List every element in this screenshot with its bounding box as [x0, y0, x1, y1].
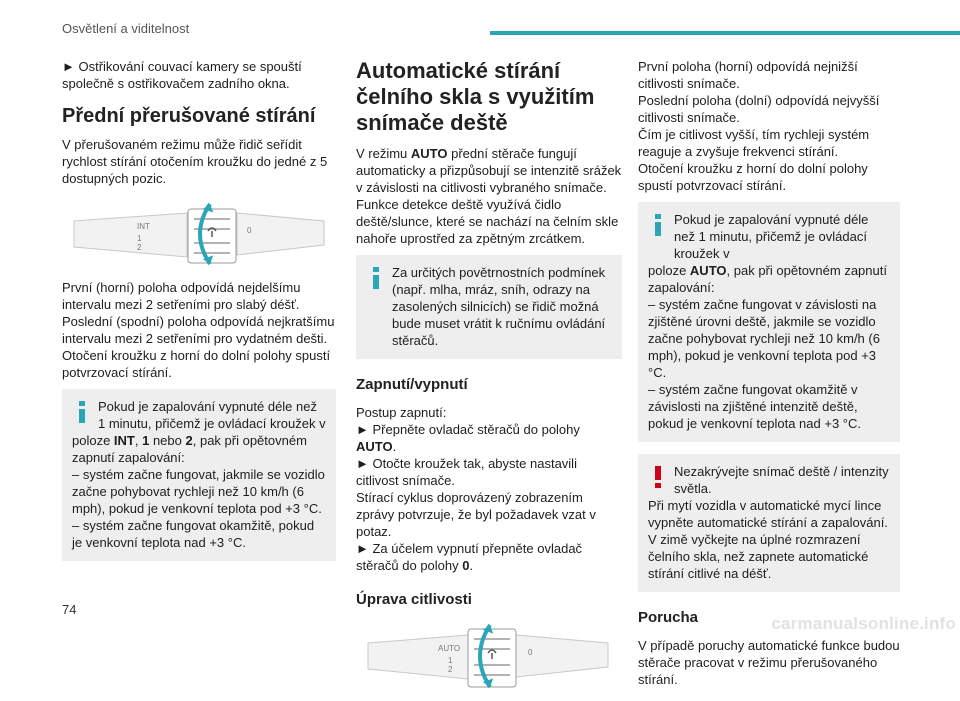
paragraph: V přerušovaném režimu může řidič seřídit rychlost stírání otočením kroužku do jedné z 5 dostupných pozic.: [62, 137, 328, 186]
wiper-stalk-figure: [356, 621, 622, 691]
paragraph: První (horní) poloha odpovídá nejdelšímu intervalu mezi 2 setřeními pro slabý déšť.: [62, 280, 301, 312]
warning-icon: [648, 466, 668, 488]
warning-text: Při mytí vozidla v automatické mycí lince vypněte automatické stírání a zapalování.: [648, 498, 888, 530]
info-box: [638, 202, 900, 442]
info-box: [62, 389, 336, 561]
info-icon: [648, 214, 668, 236]
paragraph: V případě poruchy automatické funkce budou stěrače pracovat v režimu přerušovaného stírání.: [638, 638, 900, 687]
info-box: [356, 255, 622, 359]
info-text: Pokud je zapalování vypnuté déle než 1 minutu, přičemž je ovládací kroužek v: [674, 212, 869, 261]
column-right: [638, 58, 900, 688]
paragraph: Poslední poloha (dolní) odpovídá nejvyšší citlivosti snímače.: [638, 93, 880, 125]
info-text: Pokud je zapalování vypnuté déle než 1 minutu, přičemž je ovládací kroužek v: [98, 399, 326, 431]
label-1: 1: [448, 656, 453, 665]
label-1: 1: [137, 234, 142, 243]
page-number: 74: [62, 602, 77, 617]
paragraph: Otočení kroužku z horní do dolní polohy spustí potvrzovací stírání.: [638, 161, 868, 193]
paragraph: Funkce detekce deště využívá čidlo deště/slunce, které se nachází na čelním skle nahoře uprostřed za zpětným zrcátkem.: [356, 197, 619, 246]
subheading: Úprava citlivosti: [356, 591, 472, 608]
section-heading: Automatické stírání čelního skla s využitím snímače deště: [356, 58, 595, 135]
info-text: – systém začne fungovat, jakmile se vozidlo začne pohybovat rychleji než 10 km/h (6 mph), pokud je venkovní teplota pod +3 °C.: [72, 467, 325, 516]
info-text: – systém začne fungovat v závislosti na zjištěné úrovni deště, jakmile se vozidlo začne pohybovat rychleji než 10 km/h (6 mph), pokud je venkovní teplota pod +3 °C.: [648, 297, 880, 380]
watermark: carmanualsonline.info: [771, 614, 956, 633]
column-middle: [356, 58, 622, 701]
info-text: – systém začne fungovat okamžitě v závislosti na zjištěné intenzitě deště, pokud je venkovní teplota nad +3 °C.: [648, 382, 861, 431]
info-icon: [366, 267, 386, 289]
paragraph: Stírací cyklus doprovázený zobrazením zprávy potvrzuje, že byl požadavek vzat v potaz.: [356, 490, 596, 539]
label-0: 0: [247, 226, 252, 235]
info-text: – systém začne fungovat okamžitě, pokud je venkovní teplota nad +3 °C.: [72, 518, 315, 550]
paragraph: Postup zapnutí:: [356, 405, 447, 420]
intro-paragraph: ► Ostřikování couvací kamery se spouští společně s ostřikovačem zadního okna.: [62, 59, 302, 91]
paragraph: Otočení kroužku z horní do dolní polohy spustí potvrzovací stírání.: [62, 348, 331, 380]
info-text: poloze INT, 1 nebo 2, pak při opětovném zapnutí zapalování:: [72, 433, 307, 465]
label-int: INT: [137, 222, 150, 231]
subheading: Zapnutí/vypnutí: [356, 376, 468, 393]
info-text: Za určitých povětrnostních podmínek (např. mlha, mráz, sníh, odrazy na zasolených silnicích) se řidič možná bude muset vrátit k ručnímu ovládání stěračů.: [392, 265, 606, 348]
label-2: 2: [137, 243, 142, 252]
paragraph: ► Za účelem vypnutí přepněte ovladač stěračů do polohy 0.: [356, 541, 583, 573]
info-icon: [72, 401, 92, 423]
warning-text: V zimě vyčkejte na úplné rozmrazení čelního skla, než zapnete automatické stírání citlivé na déšť.: [648, 532, 869, 581]
warning-box: [638, 454, 900, 592]
label-0: 0: [528, 648, 533, 657]
wiper-stalk-figure: [62, 199, 336, 269]
label-auto: AUTO: [438, 644, 461, 653]
paragraph: První poloha (horní) odpovídá nejnižší citlivosti snímače.: [638, 59, 858, 91]
warning-text: Nezakrývejte snímač deště / intenzity světla.: [674, 464, 889, 496]
subheading: Porucha: [638, 609, 699, 626]
header-title: Osvětlení a viditelnost: [62, 21, 190, 36]
paragraph: ► Otočte kroužek tak, abyste nastavili citlivost snímače.: [356, 456, 577, 488]
paragraph: ► Přepněte ovladač stěračů do polohy AUTO.: [356, 422, 580, 454]
info-text: poloze AUTO, pak při opětovném zapnutí zapalování:: [648, 263, 887, 295]
paragraph: V režimu AUTO přední stěrače fungují automaticky a přizpůsobují se intenzitě srážek v závislosti na citlivosti vybraného snímače.: [356, 146, 622, 195]
column-left: [62, 58, 336, 561]
paragraph: Čím je citlivost vyšší, tím rychleji systém reaguje a zvyšuje frekvenci stírání.: [638, 127, 870, 159]
section-heading: Přední přerušované stírání: [62, 105, 316, 127]
label-2: 2: [448, 665, 453, 674]
paragraph: Poslední (spodní) poloha odpovídá nejkratšímu intervalu mezi 2 setřeními pro vydatném dešti.: [62, 314, 335, 346]
header-accent-bar: [490, 31, 960, 35]
